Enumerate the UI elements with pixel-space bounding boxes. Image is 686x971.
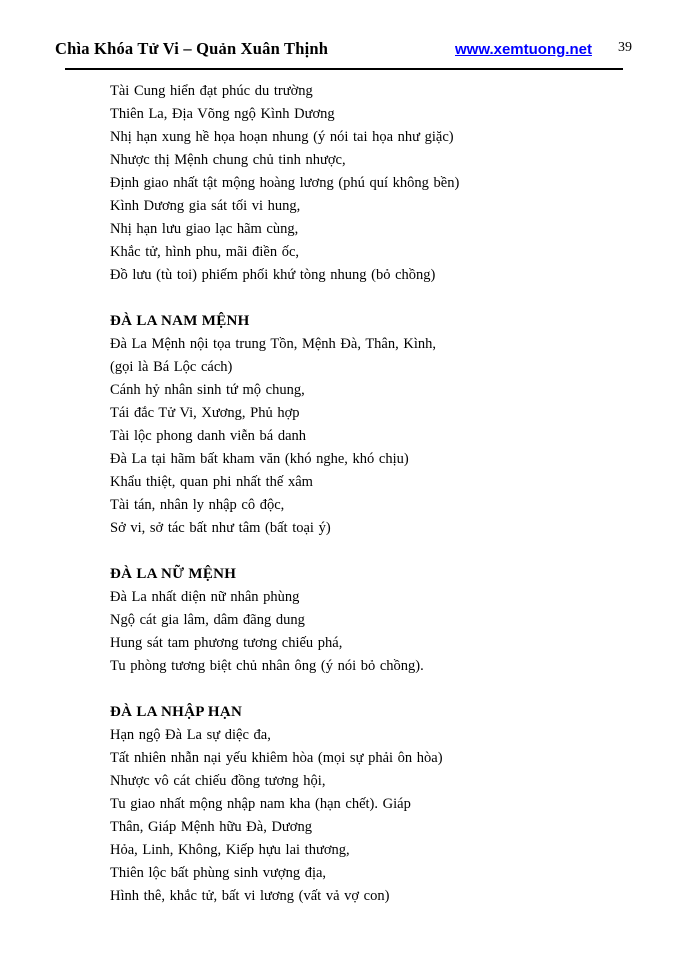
document-title: Chìa Khóa Tử Vi – Quản Xuân Thịnh [55, 39, 329, 58]
section-heading: ĐÀ LA NAM MỆNH [110, 313, 250, 329]
document-body [110, 80, 650, 908]
poem-section [110, 701, 650, 908]
website-link[interactable]: www.xemtuong.net [455, 41, 592, 58]
poem-line: Nhị hạn lưu giao lạc hãm cùng, [110, 221, 299, 237]
header-divider [65, 68, 623, 70]
poem-line: Tái đắc Tử Vi, Xương, Phủ hợp [110, 405, 300, 421]
poem-line: Ngộ cát gia lâm, dâm đãng dung [110, 612, 305, 628]
poem-line: Đà La nhất diện nữ nhân phùng [110, 589, 300, 605]
poem-line: Đồ lưu (tù toi) phiếm phối khứ tòng nhung (bỏ chồng) [110, 267, 436, 283]
poem-line: Đà La tại hãm bất kham văn (khó nghe, khó chịu) [110, 451, 409, 467]
poem-line: Sở vi, sở tác bất như tâm (bất toại ý) [110, 520, 331, 536]
poem-line: Thân, Giáp Mệnh hữu Đà, Dương [110, 819, 312, 835]
poem-line: Thiên lộc bất phùng sinh vượng địa, [110, 865, 327, 881]
poem-section [110, 310, 650, 540]
poem-line: Hình thê, khắc tử, bất vi lương (vất vả vợ con) [110, 888, 390, 904]
poem-line: Hung sát tam phương tương chiếu phá, [110, 635, 343, 651]
poem-line: Nhược thị Mệnh chung chủ tinh nhược, [110, 152, 346, 168]
poem-line: Tu giao nhất mộng nhập nam kha (hạn chết). Giáp [110, 796, 411, 812]
poem-line: Định giao nhất tật mộng hoàng lương (phú quí không bền) [110, 175, 460, 191]
poem-line: Tu phòng tương biệt chủ nhân ông (ý nói bỏ chồng). [110, 658, 424, 674]
poem-line: Hạn ngộ Đà La sự diệc đa, [110, 727, 271, 743]
section-heading: ĐÀ LA NỮ MỆNH [110, 566, 237, 582]
poem-line: Thiên La, Địa Võng ngộ Kình Dương [110, 106, 335, 122]
poem-line: Đà La Mệnh nội tọa trung Tồn, Mệnh Đà, Thân, Kình, [110, 336, 436, 352]
poem-section [110, 563, 650, 678]
poem-line: Tài lộc phong danh viễn bá danh [110, 428, 307, 444]
poem-section [110, 80, 650, 287]
poem-line: Nhị hạn xung hề họa hoạn nhung (ý nói tai họa như giặc) [110, 129, 454, 145]
page-number: 39 [618, 40, 632, 55]
poem-line: (gọi là Bá Lộc cách) [110, 359, 233, 375]
poem-line: Tài Cung hiển đạt phúc du trường [110, 83, 313, 99]
poem-line: Tất nhiên nhẫn nại yếu khiêm hòa (mọi sự phải ôn hòa) [110, 750, 443, 766]
poem-line: Cánh hỷ nhân sinh tứ mộ chung, [110, 382, 305, 398]
poem-line: Kình Dương gia sát tối vi hung, [110, 198, 301, 214]
poem-line: Khẩu thiệt, quan phi nhất thế xâm [110, 474, 313, 490]
section-heading: ĐÀ LA NHẬP HẠN [110, 704, 243, 720]
poem-line: Khắc tử, hình phu, mãi điền ốc, [110, 244, 300, 260]
poem-line: Hỏa, Linh, Không, Kiếp hựu lai thương, [110, 842, 350, 858]
poem-line: Tài tán, nhân ly nhập cô độc, [110, 497, 285, 513]
poem-line: Nhược vô cát chiếu đồng tương hội, [110, 773, 326, 789]
